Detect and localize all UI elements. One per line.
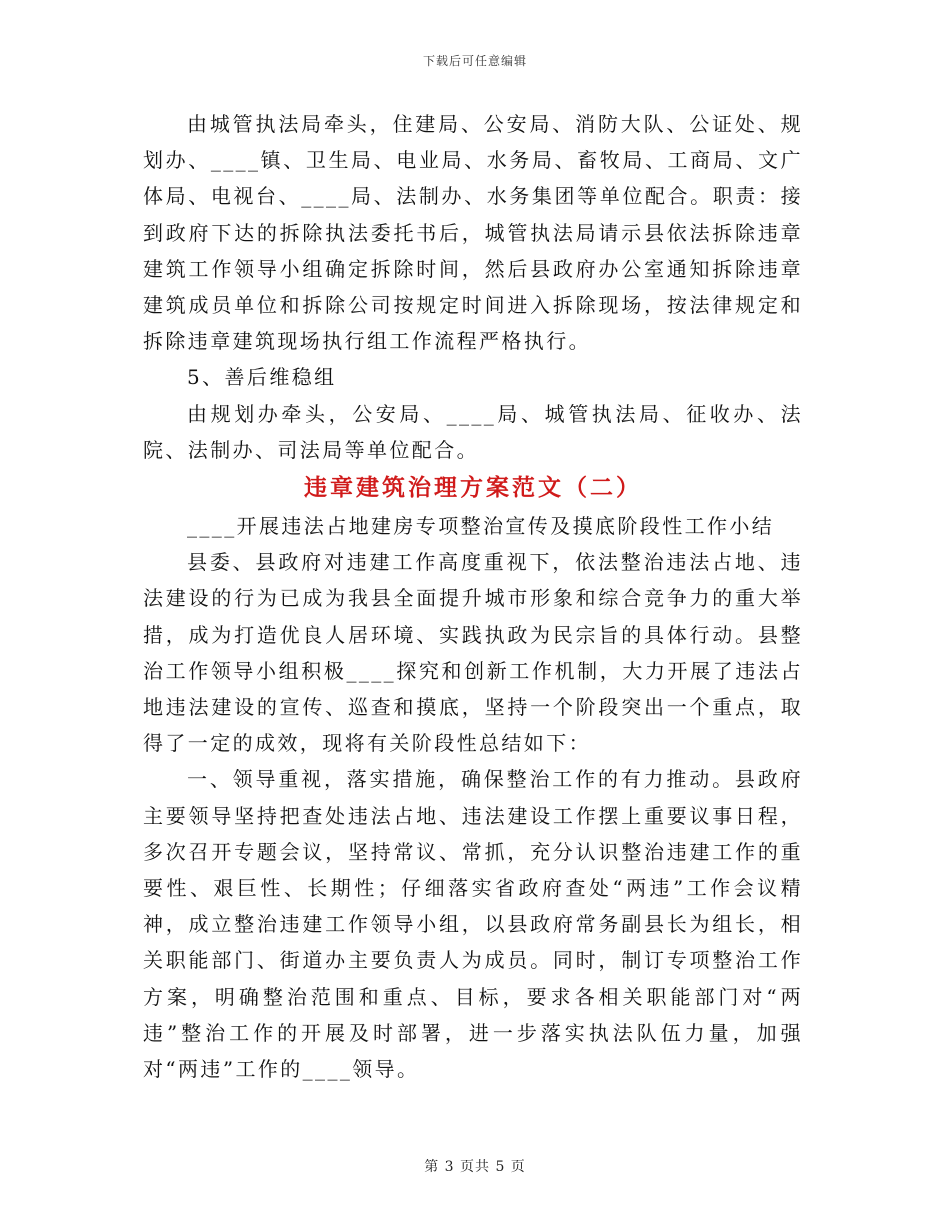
item-5-heading: 5、善后维稳组 <box>187 365 337 390</box>
paragraph-demolition-group: 由城管执法局牵头，住建局、公安局、消防大队、公证处、规划办、____镇、卫生局、电业局、水务局、畜牧局、工商局、文广体局、电视台、____局、法制办、水务集团等单位配合。职责：接到政府下达的拆除执法委托书后，城管执法局请示县依法拆除违章建筑工作领导小组确定拆除时间，然后县政府办公室通知拆除违章建筑成员单位和拆除公司按规定时间进入拆除现场，按法律规定和拆除违章建筑现场执行组工作流程严格执行。 <box>143 112 803 354</box>
subtitle: ____开展违法占地建房专项整治宣传及摸底阶段性工作小结 <box>187 514 775 539</box>
paragraph-aftercare-group: 由规划办牵头，公安局、____局、城管执法局、征收办、法院、法制办、司法局等单位配合。 <box>143 401 803 462</box>
page-footer: 第 3 页共 5 页 <box>424 1159 526 1175</box>
paragraph-leadership: 一、领导重视，落实措施，确保整治工作的有力推动。县政府主要领导坚持把查处违法占地、违法建设工作摆上重要议事日程，多次召开专题会议，坚持常议、常抓，充分认识整治违建工作的重要性、艰巨性、长期性；仔细落实省政府查处“两违”工作会议精神，成立整治违建工作领导小组，以县政府常务副县长为组长，相关职能部门、街道办主要负责人为成员。同时，制订专项整治工作方案，明确整治范围和重点、目标，要求各相关职能部门对“两违”整治工作的开展及时部署，进一步落实执法队伍力量，加强对“两违”工作的____领导。 <box>143 767 803 1082</box>
section-title: 违章建筑治理方案范文（二） <box>304 474 642 502</box>
document-body <box>143 106 803 1087</box>
paragraph-intro: 县委、县政府对违建工作高度重视下，依法整治违法占地、违法建设的行为已成为我县全面提升城市形象和综合竞争力的重大举措，成为打造优良人居环境、实践执政为民宗旨的具体行动。县整治工作领导小组积极____探究和创新工作机制，大力开展了违法占地违法建设的宣传、巡查和摸底，坚持一个阶段突出一个重点，取得了一定的成效，现将有关阶段性总结如下： <box>143 550 803 756</box>
page-header: 下载后可任意编辑 <box>422 54 527 68</box>
